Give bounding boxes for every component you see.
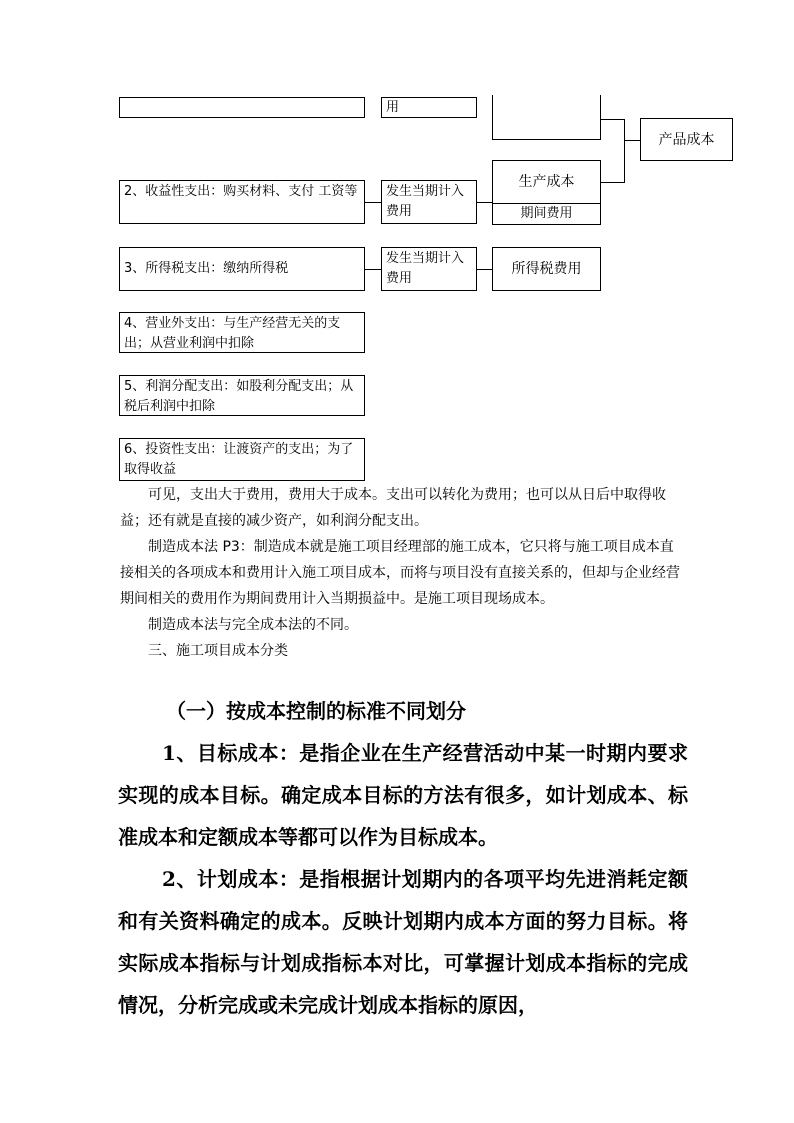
sub-heading: （一）按成本控制的标准不同划分 — [166, 699, 466, 723]
production-cost-box: 生产成本 — [492, 160, 601, 204]
connector-vertical — [624, 119, 625, 183]
connector-top — [600, 119, 625, 120]
arrow-line-2b — [477, 202, 492, 203]
bracket-right-line — [600, 95, 601, 140]
item-box-6: 6、投资性支出：让渡资产的支出；为了取得收益 — [119, 438, 365, 481]
treatment-box-2: 发生当期计入费用 — [381, 180, 477, 224]
item-box-2: 2、收益性支出：购买材料、支付 工资等 — [119, 180, 365, 224]
bracket-bottom-line — [492, 139, 601, 140]
paragraph-1: 可见，支出大于费用，费用大于成本。支出可以转化为费用；也可以从日后中取得收益；还有就是直接的减少资产，如利润分配支出。 — [120, 487, 666, 529]
bold-paragraph-2: 2、计划成本：是指根据计划期内的各项平均先进消耗定额和有关资料确定的成本。反映计划期内成本方面的努力目标。将实际成本指标与计划成指标本对比，可掌握计划成本指标的完成情况，分析完成或未完成计划成本指标的原因， — [118, 867, 688, 1017]
section-heading: 三、施工项目成本分类 — [148, 643, 288, 659]
paragraph-2: 制造成本法 P3：制造成本就是施工项目经理部的施工成本，它只将与施工项目成本直接相关的各项成本和费用计入施工项目成本，而将与项目没有直接关系的，但却与企业经营期间相关的费用作为期间费用计入当期损益中。是施工项目现场成本。 — [120, 539, 680, 607]
product-cost-box: 产品成本 — [640, 118, 733, 161]
bracket-left-line — [492, 95, 493, 140]
body-text — [120, 482, 680, 664]
paragraph-3: 制造成本法与完全成本法的不同。 — [148, 617, 358, 633]
connector-to-product — [624, 140, 640, 141]
bold-paragraph-1: 1、目标成本：是指企业在生产经营活动中某一时期内要求实现的成本目标。确定成本目标的方法有很多，如计划成本、标准成本和定额成本等都可以作为目标成本。 — [118, 741, 688, 849]
top-middle-box: 用 — [381, 97, 477, 118]
treatment-box-3: 发生当期计入费用 — [381, 247, 477, 291]
income-tax-expense-box: 所得税费用 — [492, 247, 601, 291]
item-box-4: 4、营业外支出：与生产经营无关的支出；从营业利润中扣除 — [119, 312, 365, 353]
period-expense-box: 期间费用 — [492, 203, 601, 225]
arrow-line-3b — [477, 269, 492, 270]
top-left-box — [119, 97, 365, 118]
arrow-line-2a — [365, 202, 381, 203]
item-box-5: 5、利润分配支出：如股利分配支出；从税后利润中扣除 — [119, 375, 365, 416]
item-box-3: 3、所得税支出：缴纳所得税 — [119, 247, 365, 291]
bold-body-text — [118, 690, 688, 1026]
connector-bottom — [600, 182, 625, 183]
arrow-line-3a — [365, 269, 381, 270]
